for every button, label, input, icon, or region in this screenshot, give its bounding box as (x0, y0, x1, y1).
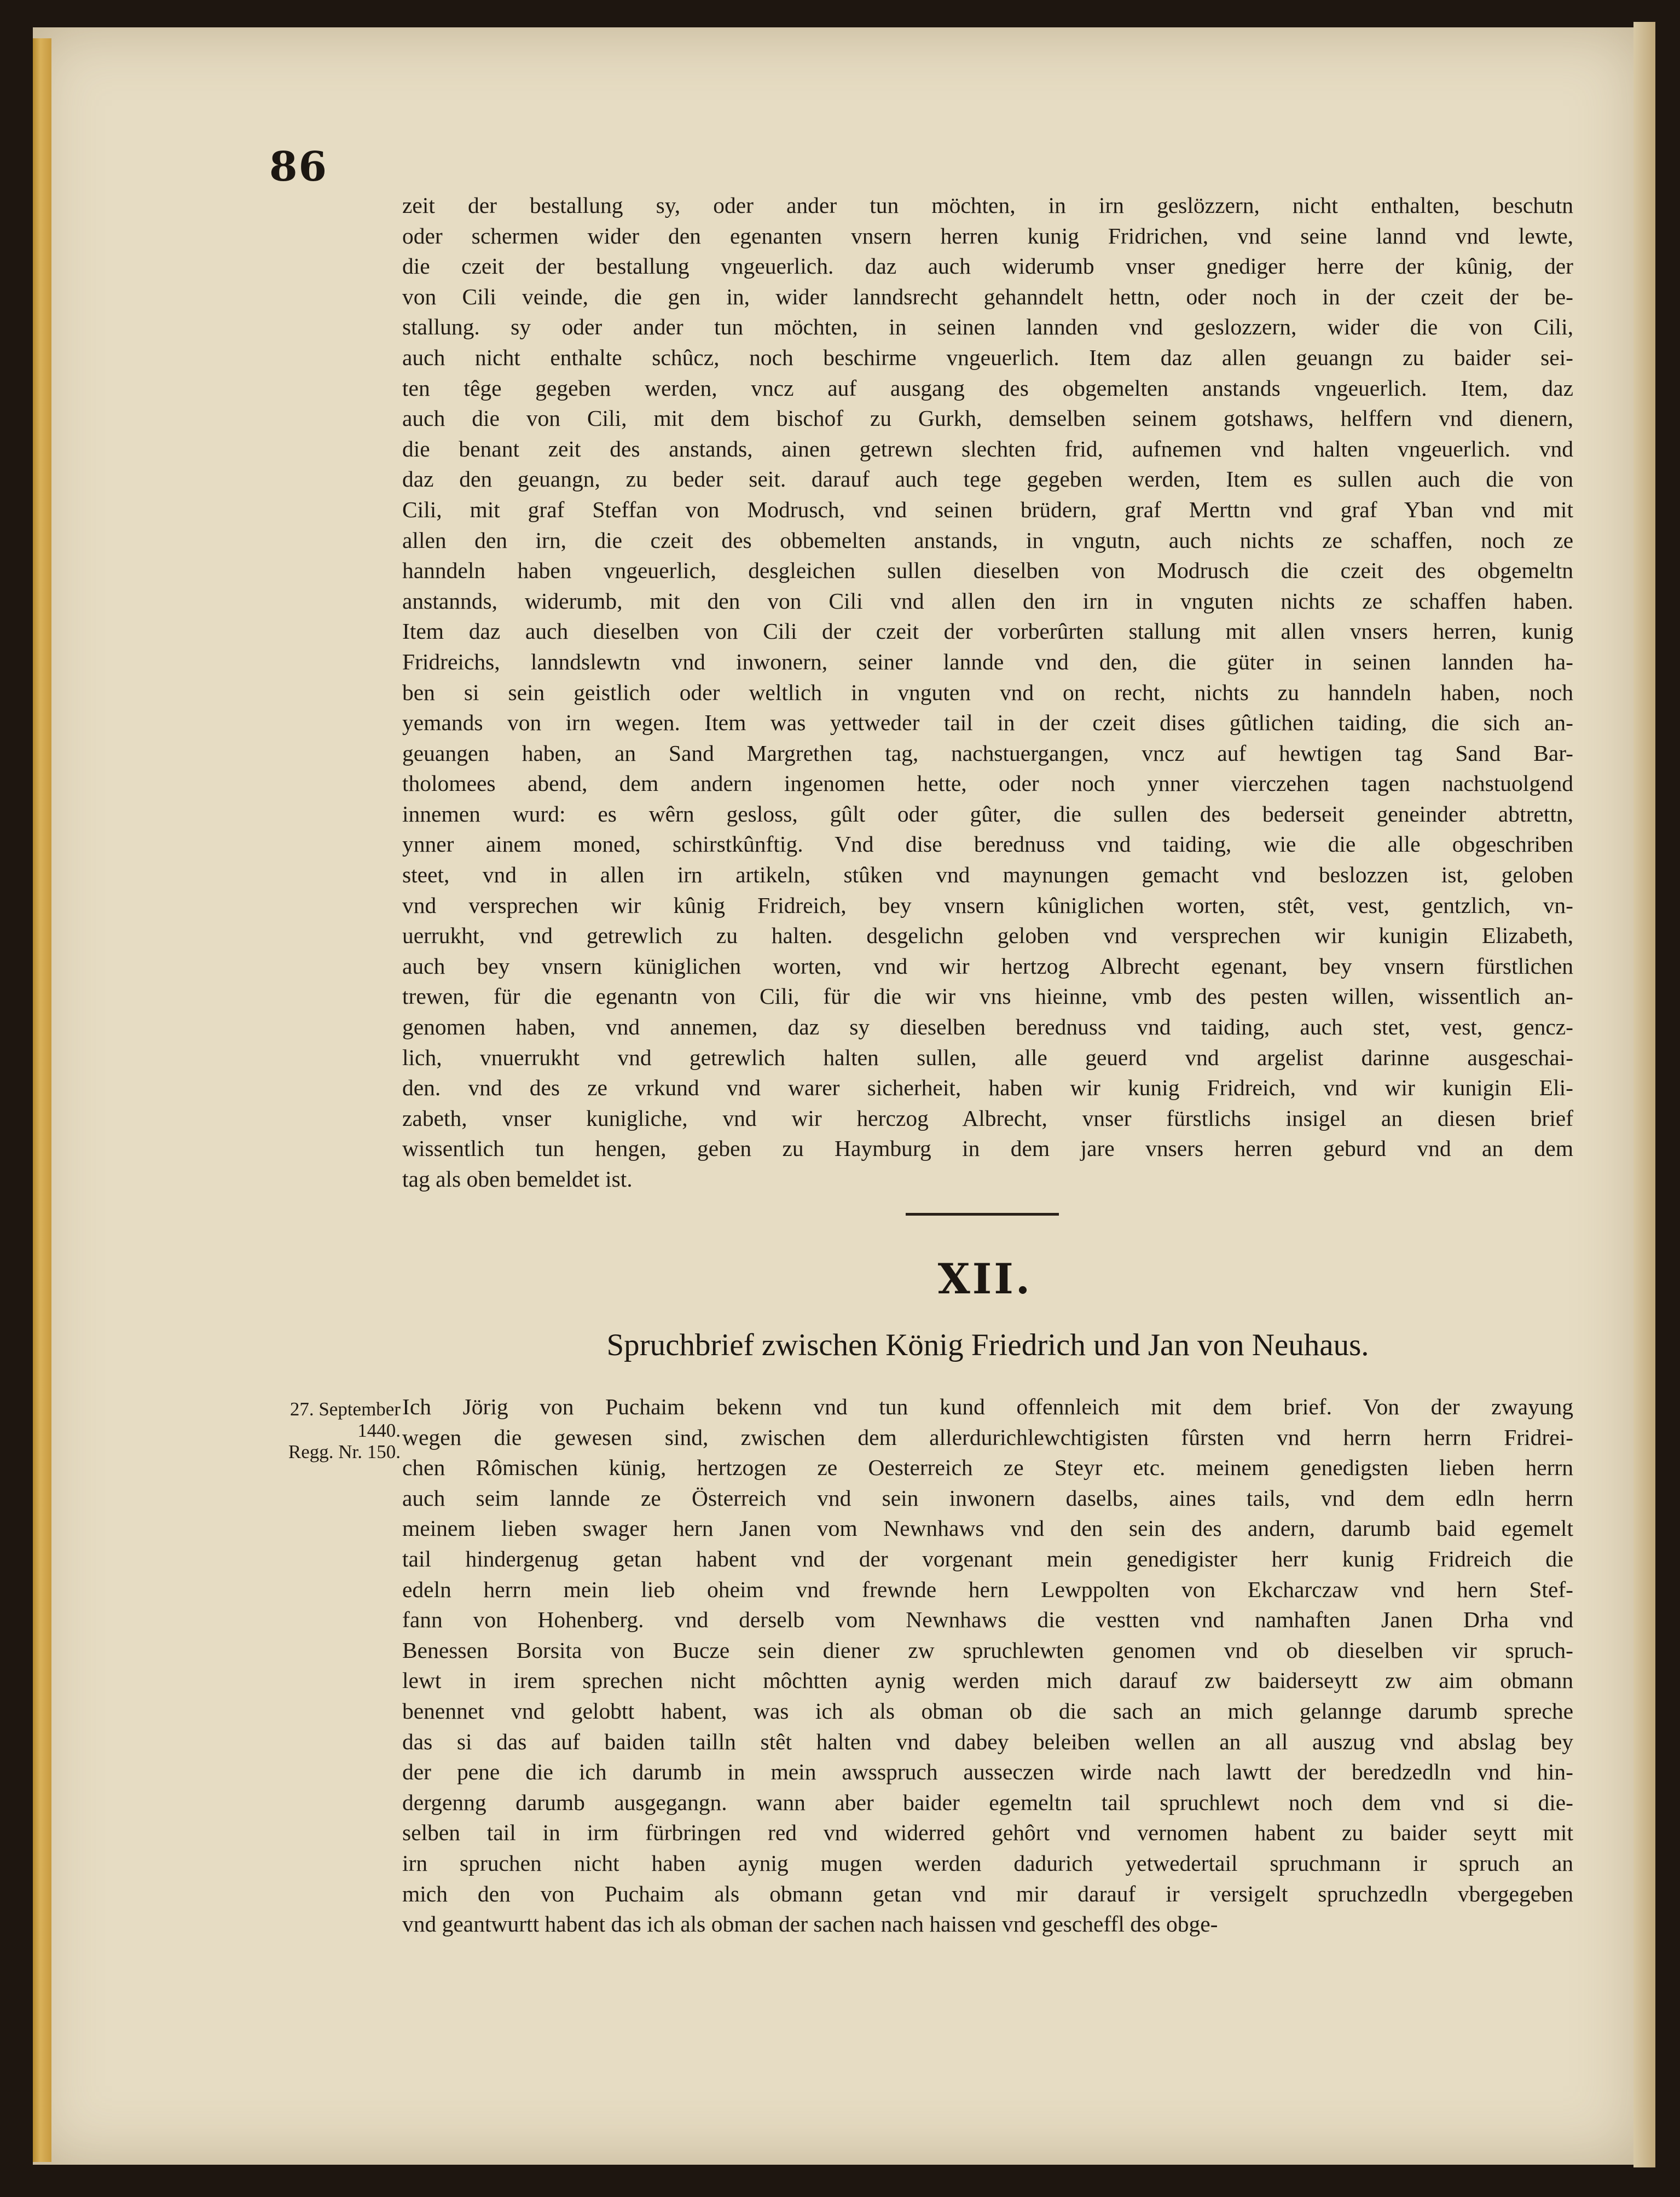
text-line: meinem lieben swager hern Janen vom Newnhaws vnd den sein des andern, darumb baid egemelt (402, 1516, 1573, 1541)
text-line: uerrukht, vnd getrewlich zu halten. desgelichn geloben vnd versprechen wir kunigin Elizabeth, (402, 923, 1573, 949)
section-title: Spruchbrief zwischen König Friedrich und Jan von Neuhaus. (606, 1328, 1369, 1362)
page-number: 86 (269, 143, 328, 190)
text-line: wegen die gewesen sind, zwischen dem allerdurichlewchtigisten fûrsten vnd herrn herrn Fridrei- (402, 1424, 1573, 1450)
text-line: auch nicht enthalte schûcz, noch beschirme vngeuerlich. Item daz allen geuangn zu baider sei- (402, 344, 1573, 370)
text-line: der pene die ich darumb in mein awsspruch ausseczen wirde nach lawtt der beredzedln vnd hin- (402, 1759, 1573, 1785)
text-line: zeit der bestallung sy, oder ander tun möchten, in irn geslözzern, nicht enthalten, beschutn (402, 193, 1573, 218)
text-line: irn spruchen nicht haben aynig mugen werden dadurich yetwedertail spruchmann ir spruch an (402, 1850, 1573, 1876)
text-line: geuangen haben, an Sand Margrethen tag, nachstuergangen, vncz auf hewtigen tag Sand Bar- (402, 740, 1573, 766)
text-line: von Cili veinde, die gen in, wider lanndsrecht gehanndelt hettn, oder noch in der czeit der be- (402, 284, 1573, 309)
text-line: das si das auf baiden tailln stêt halten vnd dabey beleiben wellen an all auszug vnd abslag bey (402, 1728, 1573, 1754)
text-line: wissentlich tun hengen, geben zu Haymburg in dem jare vnsers herren geburd vnd an dem (402, 1136, 1573, 1161)
text-line: lich, vnuerrukht vnd getrewlich halten sullen, alle geuerd vnd argelist darinne ausgeschai- (402, 1044, 1573, 1070)
section-divider (906, 1213, 1059, 1216)
text-line: vnd versprechen wir kûnig Fridreich, bey vnsern kûniglichen worten, stêt, vest, gentzlich, vn- (402, 892, 1573, 918)
text-line: tag als oben bemeldet ist. (402, 1166, 633, 1192)
section-numeral: XII. (937, 1254, 1033, 1303)
text-line: die benant zeit des anstands, ainen getrewn slechten frid, aufnemen vnd halten vngeuerlich. vnd (402, 436, 1573, 461)
text-line: den. vnd des ze vrkund vnd warer sicherheit, haben wir kunig Fridreich, vnd wir kunigin Eli- (402, 1075, 1573, 1101)
margin-note-regg: Regg. Nr. 150. (288, 1441, 401, 1462)
text-line: tholomees abend, dem andern ingenomen hette, oder noch ynner vierczehen tagen nachstuolgend (402, 771, 1573, 796)
text-line: dergenng darumb ausgegangn. wann aber baider egemeltn tail spruchlewt noch dem vnd si die- (402, 1789, 1573, 1815)
text-line: daz den geuangn, zu beder seit. darauf auch tege gegeben werden, Item es sullen auch die von (402, 466, 1573, 492)
text-line: mich den von Puchaim als obmann getan vnd mir darauf ir versigelt spruchzedln vbergegeben (402, 1881, 1573, 1906)
margin-note-year: 1440. (357, 1420, 401, 1441)
text-line: fann von Hohenberg. vnd derselb vom Newnhaws die vestten vnd namhaften Janen Drha vnd (402, 1607, 1573, 1633)
margin-note (258, 1398, 401, 1462)
text-line: die czeit der bestallung vngeuerlich. daz auch widerumb vnser gnediger herre der kûnig, der (402, 253, 1573, 279)
text-line: tail hindergenug getan habent vnd der vorgenant mein genedigister herr kunig Fridreich die (402, 1546, 1573, 1571)
document-text-bottom (402, 1392, 1573, 1940)
text-line: trewen, für die egenantn von Cili, für die wir vns hieinne, vmb des pesten willen, wissentlich an- (402, 984, 1573, 1009)
text-line: lewt in irem sprechen nicht môchtten aynig werden mich darauf zw baiderseytt zw aim obmann (402, 1668, 1573, 1693)
text-line: vnd geantwurtt habent das ich als obman der sachen nach haissen vnd gescheffl des obge- (402, 1911, 1218, 1937)
text-line: ten têge gegeben werden, vncz auf ausgang des obgemelten anstands vngeuerlich. Item, daz (402, 375, 1573, 401)
text-line: zabeth, vnser kunigliche, vnd wir herczog Albrecht, vnser fürstlichs insigel an diesen brief (402, 1105, 1573, 1131)
text-line: selben tail in irm fürbringen red vnd widerred gehôrt vnd vernomen habent zu baider seytt mit (402, 1820, 1573, 1846)
text-line: allen den irn, die czeit des obbemelten anstands, in vngutn, auch nichts ze schaffen, noch ze (402, 527, 1573, 553)
text-line: ben si sein geistlich oder weltlich in vnguten vnd on recht, nichts zu hanndeln haben, noch (402, 679, 1573, 705)
margin-note-date: 27. September (289, 1398, 401, 1420)
text-line: chen Rômischen künig, hertzogen ze Oesterreich ze Steyr etc. meinem genedigsten lieben herrn (402, 1455, 1573, 1481)
text-line: innemen wurd: es wêrn gesloss, gûlt oder gûter, die sullen des bederseit geneinder abtrettn, (402, 801, 1573, 826)
text-line: benennet vnd gelobtt habent, was ich als obman ob die sach an mich gelannge darumb spreche (402, 1698, 1573, 1724)
text-line: ynner ainem moned, schirstkûnftig. Vnd dise berednuss vnd taiding, wie die alle obgeschriben (402, 831, 1573, 857)
text-line: steet, vnd in allen irn artikeln, stûken vnd maynungen gemacht vnd beslozzen ist, geloben (402, 862, 1573, 888)
text-line: Fridreichs, lanndslewtn vnd inwonern, seiner lannde vnd den, die güter in seinen lannden ha- (402, 649, 1573, 674)
page-spine-edge (33, 38, 51, 2162)
text-line: Benessen Borsita von Bucze sein diener zw spruchlewten genomen vnd ob dieselben vir spruch- (402, 1637, 1573, 1663)
text-line: stallung. sy oder ander tun möchten, in seinen lannden vnd geslozzern, wider die von Cili, (402, 314, 1573, 340)
text-line: Ich Jörig von Puchaim bekenn vnd tun kund offennleich mit dem brief. Von der zwayung (402, 1394, 1573, 1419)
text-line: anstannds, widerumb, mit den von Cili vnd allen den irn in vnguten nichts ze schaffen haben. (402, 588, 1573, 614)
text-line: yemands von irn wegen. Item was yettweder tail in der czeit dises gûtlichen taiding, die sich an- (402, 710, 1573, 736)
text-line: auch bey vnsern küniglichen worten, vnd wir hertzog Albrecht egenant, bey vnsern fürstlichen (402, 953, 1573, 979)
text-line: Item daz auch dieselben von Cili der czeit der vorberûrten stallung mit allen vnsers herren, kunig (402, 618, 1573, 644)
document-text-top (402, 190, 1573, 1195)
text-line: auch seim lannde ze Österreich vnd sein inwonern daselbs, aines tails, vnd dem edln herrn (402, 1485, 1573, 1511)
text-line: edeln herrn mein lieb oheim vnd frewnde hern Lewppolten von Ekcharczaw vnd hern Stef- (402, 1576, 1573, 1602)
text-line: genomen haben, vnd annemen, daz sy dieselben berednuss vnd taiding, auch stet, vest, gencz- (402, 1014, 1573, 1040)
text-line: auch die von Cili, mit dem bischof zu Gurkh, demselben seinem gotshaws, helffern vnd dienern, (402, 406, 1573, 431)
page-right-edge (1633, 22, 1655, 2167)
text-line: Cili, mit graf Steffan von Modrusch, vnd seinen brüdern, graf Merttn vnd graf Yban vnd mit (402, 496, 1573, 522)
text-line: hanndeln haben vngeuerlich, desgleichen sullen dieselben von Modrusch die czeit des obgemeltn (402, 558, 1573, 583)
text-line: oder schermen wider den egenanten vnsern herren kunig Fridrichen, vnd seine lannd vnd lewte, (402, 223, 1573, 248)
